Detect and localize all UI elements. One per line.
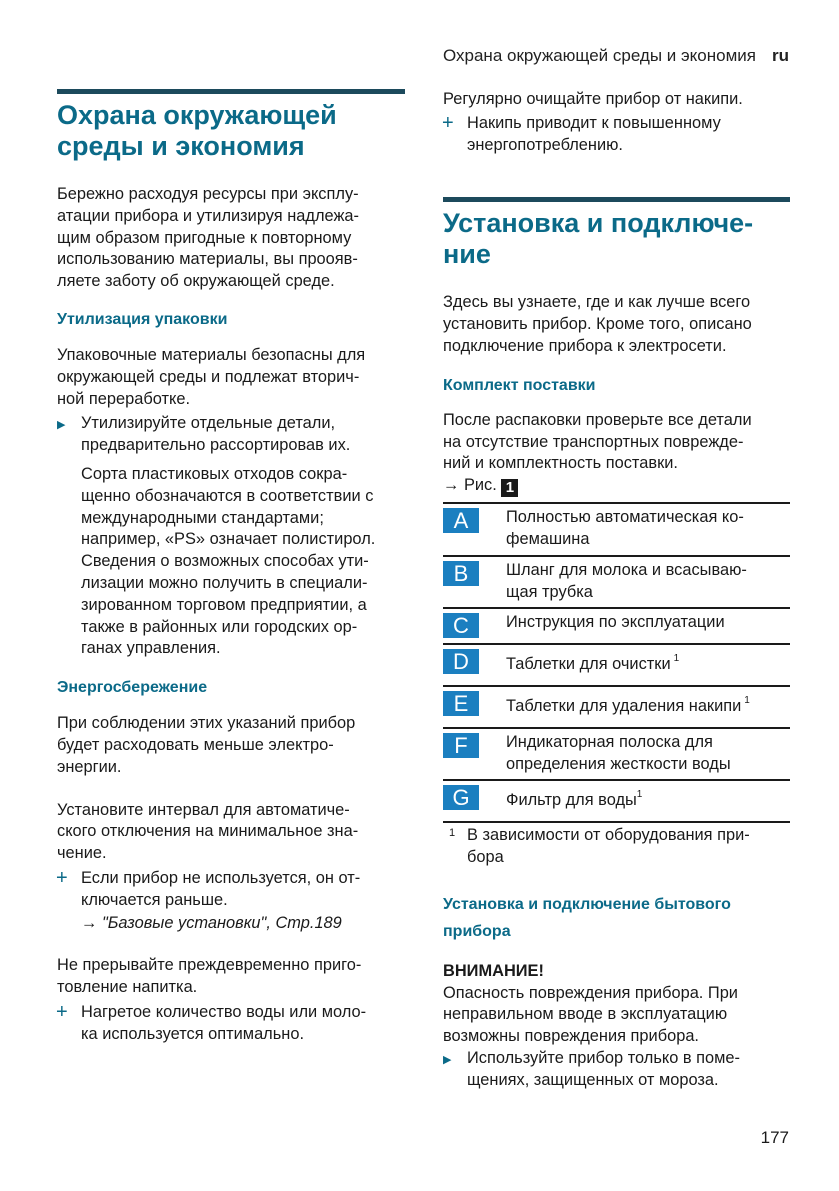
text-line: Накипь приводит к повышенному [467,113,721,132]
text-line: подключение прибора к электросети. [443,336,727,355]
basic-settings-link[interactable]: → "Базовые установки", Стр.189 [81,913,342,932]
disposal-instruction [57,413,405,457]
text-line: После распаковки проверьте все детали [443,410,752,429]
text-line: Утилизируйте отдельные детали, [81,414,336,433]
footnote-ref: 1 [744,694,750,706]
text-line: Сведения о возможных способах ути- [81,552,369,571]
energy-benefit-1 [57,868,405,934]
energy-drink-text [57,955,405,999]
title-line: Установка и подключе- [443,208,754,239]
page-number: 177 [760,1128,789,1147]
text-line: международными стандартами; [81,508,324,527]
table-row [443,608,790,644]
descale-text: Регулярно очищайте прибор от накипи. [443,90,743,108]
text-line: щенно обозначаются в соответствии с [81,486,374,505]
text-line: предварительно рассортировав их. [81,436,351,455]
item-letter-badge: E [443,691,479,716]
item-letter-badge: A [443,508,479,533]
plus-icon: + [56,866,68,889]
text-line: Установите интервал для автоматиче- [57,800,350,819]
bullet-triangle-icon: ▶ [57,419,66,432]
text-line: на отсутствие транспортных поврежде- [443,432,744,451]
text-line: ганах управления. [81,639,221,658]
heading-line: прибора [443,922,511,940]
heading-packaging-disposal: Утилизация упаковки [57,310,228,328]
item-text: Полностью автоматическая ко- [506,508,744,527]
figure-reference-text: → Рис. [443,476,497,495]
text-line: энергии. [57,757,122,776]
text-line: использованию материалы, вы проояв- [57,250,358,269]
header-section-title: Охрана окружающей среды и экономия [442,46,756,65]
section-rule [57,89,405,94]
plus-icon: + [56,1000,68,1023]
text-line: Нагретое количество воды или моло- [81,1002,367,1021]
text-line: Не прерывайте преждевременно приго- [57,956,362,975]
text-line: зированном торговом предприятии, а [81,595,367,614]
text-line: Сорта пластиковых отходов сокра- [81,464,348,483]
footnote-ref: 1 [673,653,680,665]
section-rule [443,197,790,202]
bullet-triangle-icon: ▶ [443,1053,452,1066]
plus-icon: + [442,111,454,134]
text-line: Если прибор не используется, он от- [81,868,361,887]
text-line: ключается раньше. [81,890,228,909]
text-line: щениях, защищенных от мороза. [467,1070,719,1089]
text-line: При соблюдении этих указаний прибор [57,714,356,733]
item-text: Фильтр для воды [506,791,637,810]
title-line: Охрана окружающей [57,100,337,130]
item-letter-badge: F [443,733,479,758]
text-line: Здесь вы узнаете, где и как лучше всего [443,293,751,312]
text-line: установить прибор. Кроме того, описано [443,315,752,334]
item-text: Таблетки для удаления накипи [506,696,742,715]
installation-intro [443,292,790,357]
environment-intro [57,184,405,293]
running-header [443,46,789,66]
table-row [443,686,790,728]
disposal-plastic-note [57,464,405,660]
heading-install-connect [443,891,790,945]
header-language: ru [772,46,789,65]
descale-benefit [443,113,790,157]
delivery-items-table [443,502,790,823]
item-text: Индикаторная полоска для [506,732,713,751]
item-text: Шланг для молока и всасываю- [506,560,747,579]
heading-delivery-contents: Комплект поставки [443,376,596,394]
text-line: чение. [57,844,107,863]
footnote-ref: 1 [636,789,643,801]
table-row [443,556,790,609]
text-line: ляете заботу об окружающей среде. [57,272,335,291]
text-line: товление напитка. [57,978,198,997]
text-line: ка используется оптимально. [81,1024,305,1043]
section-title-installation [443,208,790,270]
left-column [57,89,405,1046]
text-line: атации прибора и утилизируя надлежа- [57,206,359,225]
text-line: ний и комплектность поставки. [443,454,678,473]
item-letter-badge: G [443,785,479,810]
energy-text [57,713,405,778]
table-row [443,780,790,822]
warning-title: ВНИМАНИЕ! [443,961,544,980]
heading-line: Установка и подключение бытового [443,895,731,913]
disposal-text [57,345,405,410]
section-title-environment [57,100,405,162]
text-line: В зависимости от оборудования при- [467,826,750,845]
figure-reference[interactable] [443,475,790,497]
table-row [443,728,790,781]
heading-energy-saving: Энергосбережение [57,679,208,697]
text-line: например, «PS» означает полистирол. [81,530,376,549]
warning-text [443,983,790,1048]
text-line: Упаковочные материалы безопасны для [57,345,366,364]
text-line: будет расходовать меньше электро- [57,735,334,754]
item-text: щая трубка [506,582,593,601]
item-letter-badge: D [443,649,479,674]
right-column [443,89,790,1092]
table-footnote [443,825,790,869]
text-line: Используйте прибор только в поме- [467,1048,741,1067]
figure-number-badge: 1 [501,479,518,497]
text-line: неправильном вводе в эксплуатацию [443,1005,728,1024]
text-line: также в районных или городских ор- [81,617,358,636]
delivery-text [443,410,790,497]
energy-benefit-2 [57,1002,405,1046]
item-text: Таблетки для очистки [506,655,671,674]
title-line: среды и экономия [57,131,305,161]
table-row [443,644,790,686]
item-letter-badge: C [443,613,479,638]
text-line: энергопотреблению. [467,135,623,154]
text-line: окружающей среды и подлежат вторич- [57,367,360,386]
text-line: ского отключения на минимальное зна- [57,822,359,841]
item-text: определения жесткости воды [506,754,731,773]
item-letter-badge: B [443,561,479,586]
text-line: Бережно расходуя ресурсы при эксплу- [57,185,359,203]
table-row [443,503,790,556]
title-line: ние [443,239,491,270]
energy-shutoff-text [57,800,405,865]
text-line: щим образом пригодные к повторному [57,228,352,247]
warning-instruction [443,1048,790,1092]
text-line: ной переработке. [57,389,191,408]
text-line: лизации можно получить в специали- [81,573,368,592]
text-line: Опасность повреждения прибора. При [443,983,738,1002]
item-text: Инструкция по эксплуатации [506,613,725,632]
item-text: фемашина [506,529,590,548]
footnote-mark: 1 [449,827,456,840]
text-line: бора [467,847,504,866]
text-line: возможны повреждения прибора. [443,1027,699,1046]
